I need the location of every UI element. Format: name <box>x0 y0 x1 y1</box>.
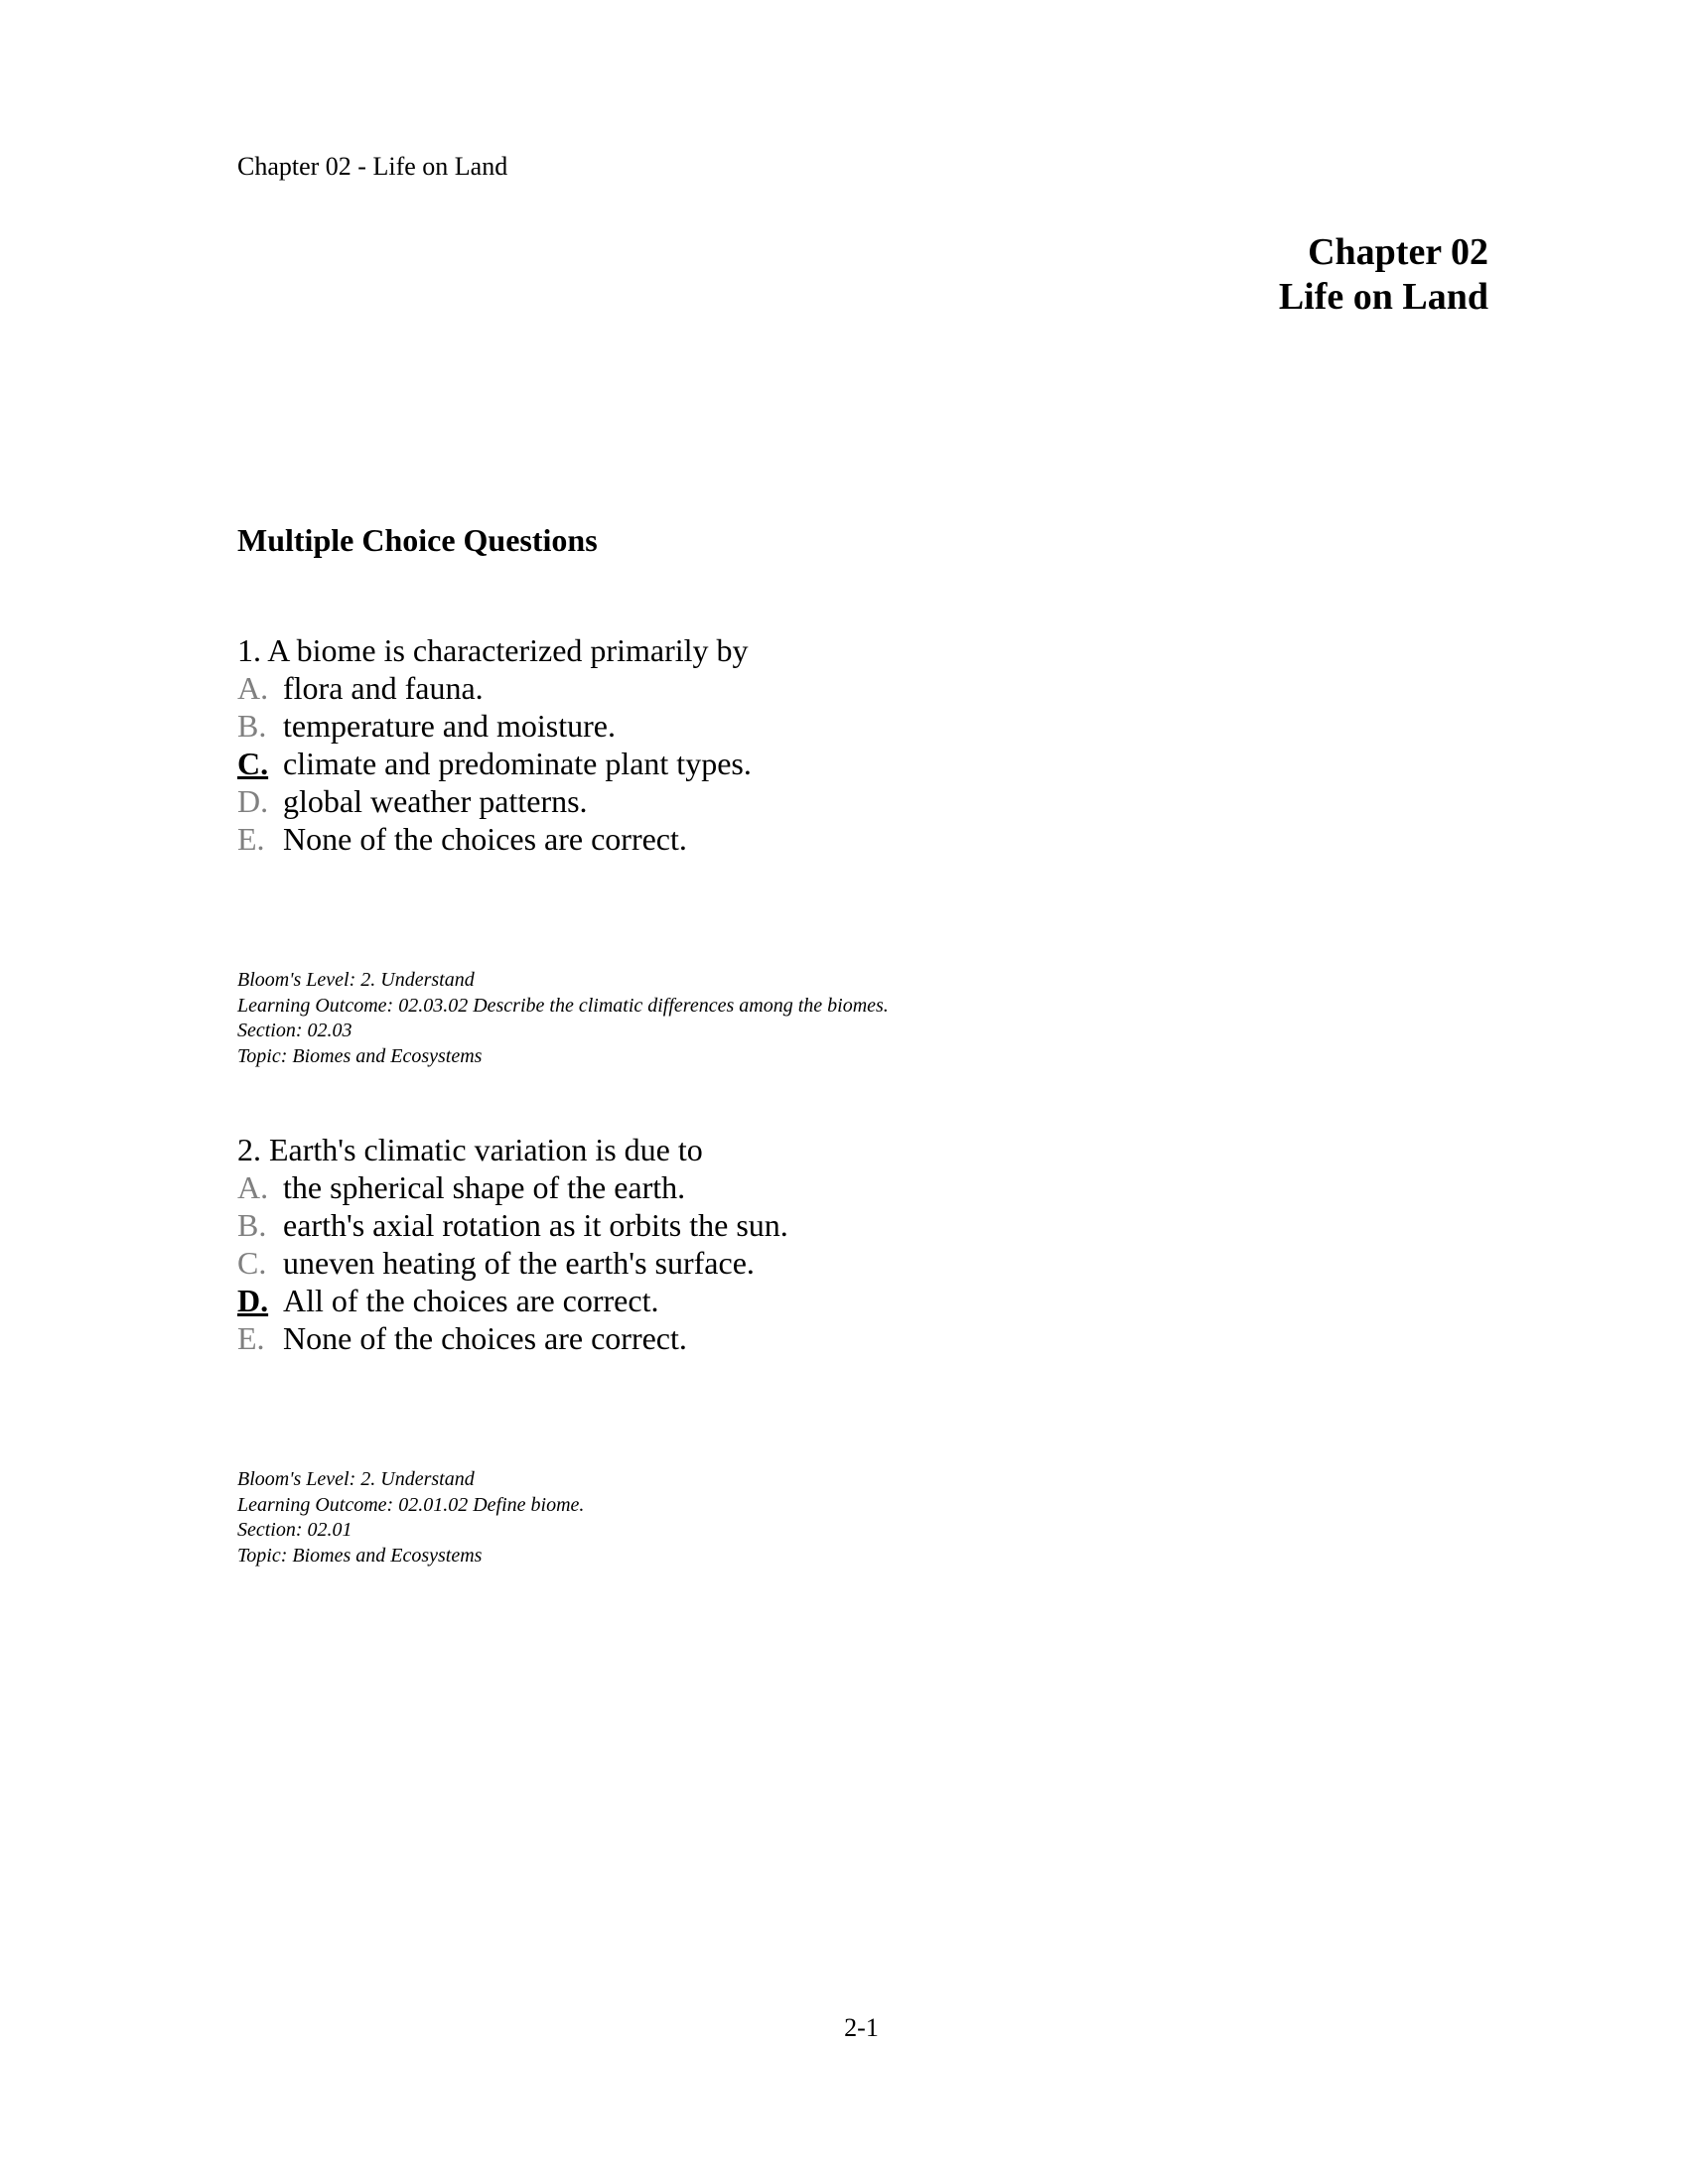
choice-text: the spherical shape of the earth. <box>283 1169 686 1205</box>
choice-a <box>237 669 889 707</box>
section-ref: Section: 02.01 <box>237 1519 352 1541</box>
section-ref: Section: 02.03 <box>237 1020 352 1041</box>
choice-letter: A. <box>237 1169 269 1205</box>
choice-e <box>237 1319 788 1357</box>
page-number: 2-1 <box>844 2013 879 2042</box>
choice-letter: D. <box>237 783 269 819</box>
choice-text: None of the choices are correct. <box>283 821 687 857</box>
chapter-number: Chapter 02 <box>1308 231 1488 273</box>
blooms-level: Bloom's Level: 2. Understand <box>237 969 475 991</box>
topic: Topic: Biomes and Ecosystems <box>237 1044 483 1067</box>
blooms-level: Bloom's Level: 2. Understand <box>237 1468 475 1490</box>
question-metadata <box>237 1467 788 1569</box>
choice-c <box>237 745 889 782</box>
question-1 <box>237 631 889 1069</box>
choice-a <box>237 1168 788 1206</box>
choice-b <box>237 707 889 745</box>
choice-text: flora and fauna. <box>283 670 484 706</box>
choice-text: global weather patterns. <box>283 783 588 819</box>
choice-b <box>237 1206 788 1244</box>
learning-outcome: Learning Outcome: 02.01.02 Define biome. <box>237 1493 585 1516</box>
choice-text: temperature and moisture. <box>283 708 616 744</box>
choice-text: None of the choices are correct. <box>283 1320 687 1356</box>
choice-text: All of the choices are correct. <box>283 1283 659 1318</box>
running-header: Chapter 02 - Life on Land <box>237 152 508 181</box>
chapter-name: Life on Land <box>1278 276 1488 318</box>
choice-e <box>237 820 889 858</box>
choice-c <box>237 1244 788 1282</box>
question-2 <box>237 1131 788 1569</box>
question-stem: 1. A biome is characterized primarily by <box>237 632 749 668</box>
question-metadata <box>237 968 889 1069</box>
choice-d <box>237 782 889 820</box>
choice-letter: B. <box>237 708 267 744</box>
choice-text: uneven heating of the earth's surface. <box>283 1245 755 1281</box>
choice-letter: E. <box>237 1320 265 1356</box>
choice-letter: E. <box>237 821 265 857</box>
choice-letter: A. <box>237 670 269 706</box>
topic: Topic: Biomes and Ecosystems <box>237 1544 483 1567</box>
choice-text: climate and predominate plant types. <box>283 746 752 781</box>
choice-letter: B. <box>237 1207 267 1243</box>
question-stem: 2. Earth's climatic variation is due to <box>237 1132 703 1167</box>
choice-text: earth's axial rotation as it orbits the sun. <box>283 1207 788 1243</box>
choice-letter: C. <box>237 746 269 781</box>
learning-outcome: Learning Outcome: 02.03.02 Describe the climatic differences among the biomes. <box>237 994 889 1017</box>
choice-d <box>237 1282 788 1319</box>
choice-letter: D. <box>237 1283 269 1318</box>
chapter-title <box>1279 230 1488 320</box>
choice-letter: C. <box>237 1245 267 1281</box>
section-heading: Multiple Choice Questions <box>237 522 598 558</box>
